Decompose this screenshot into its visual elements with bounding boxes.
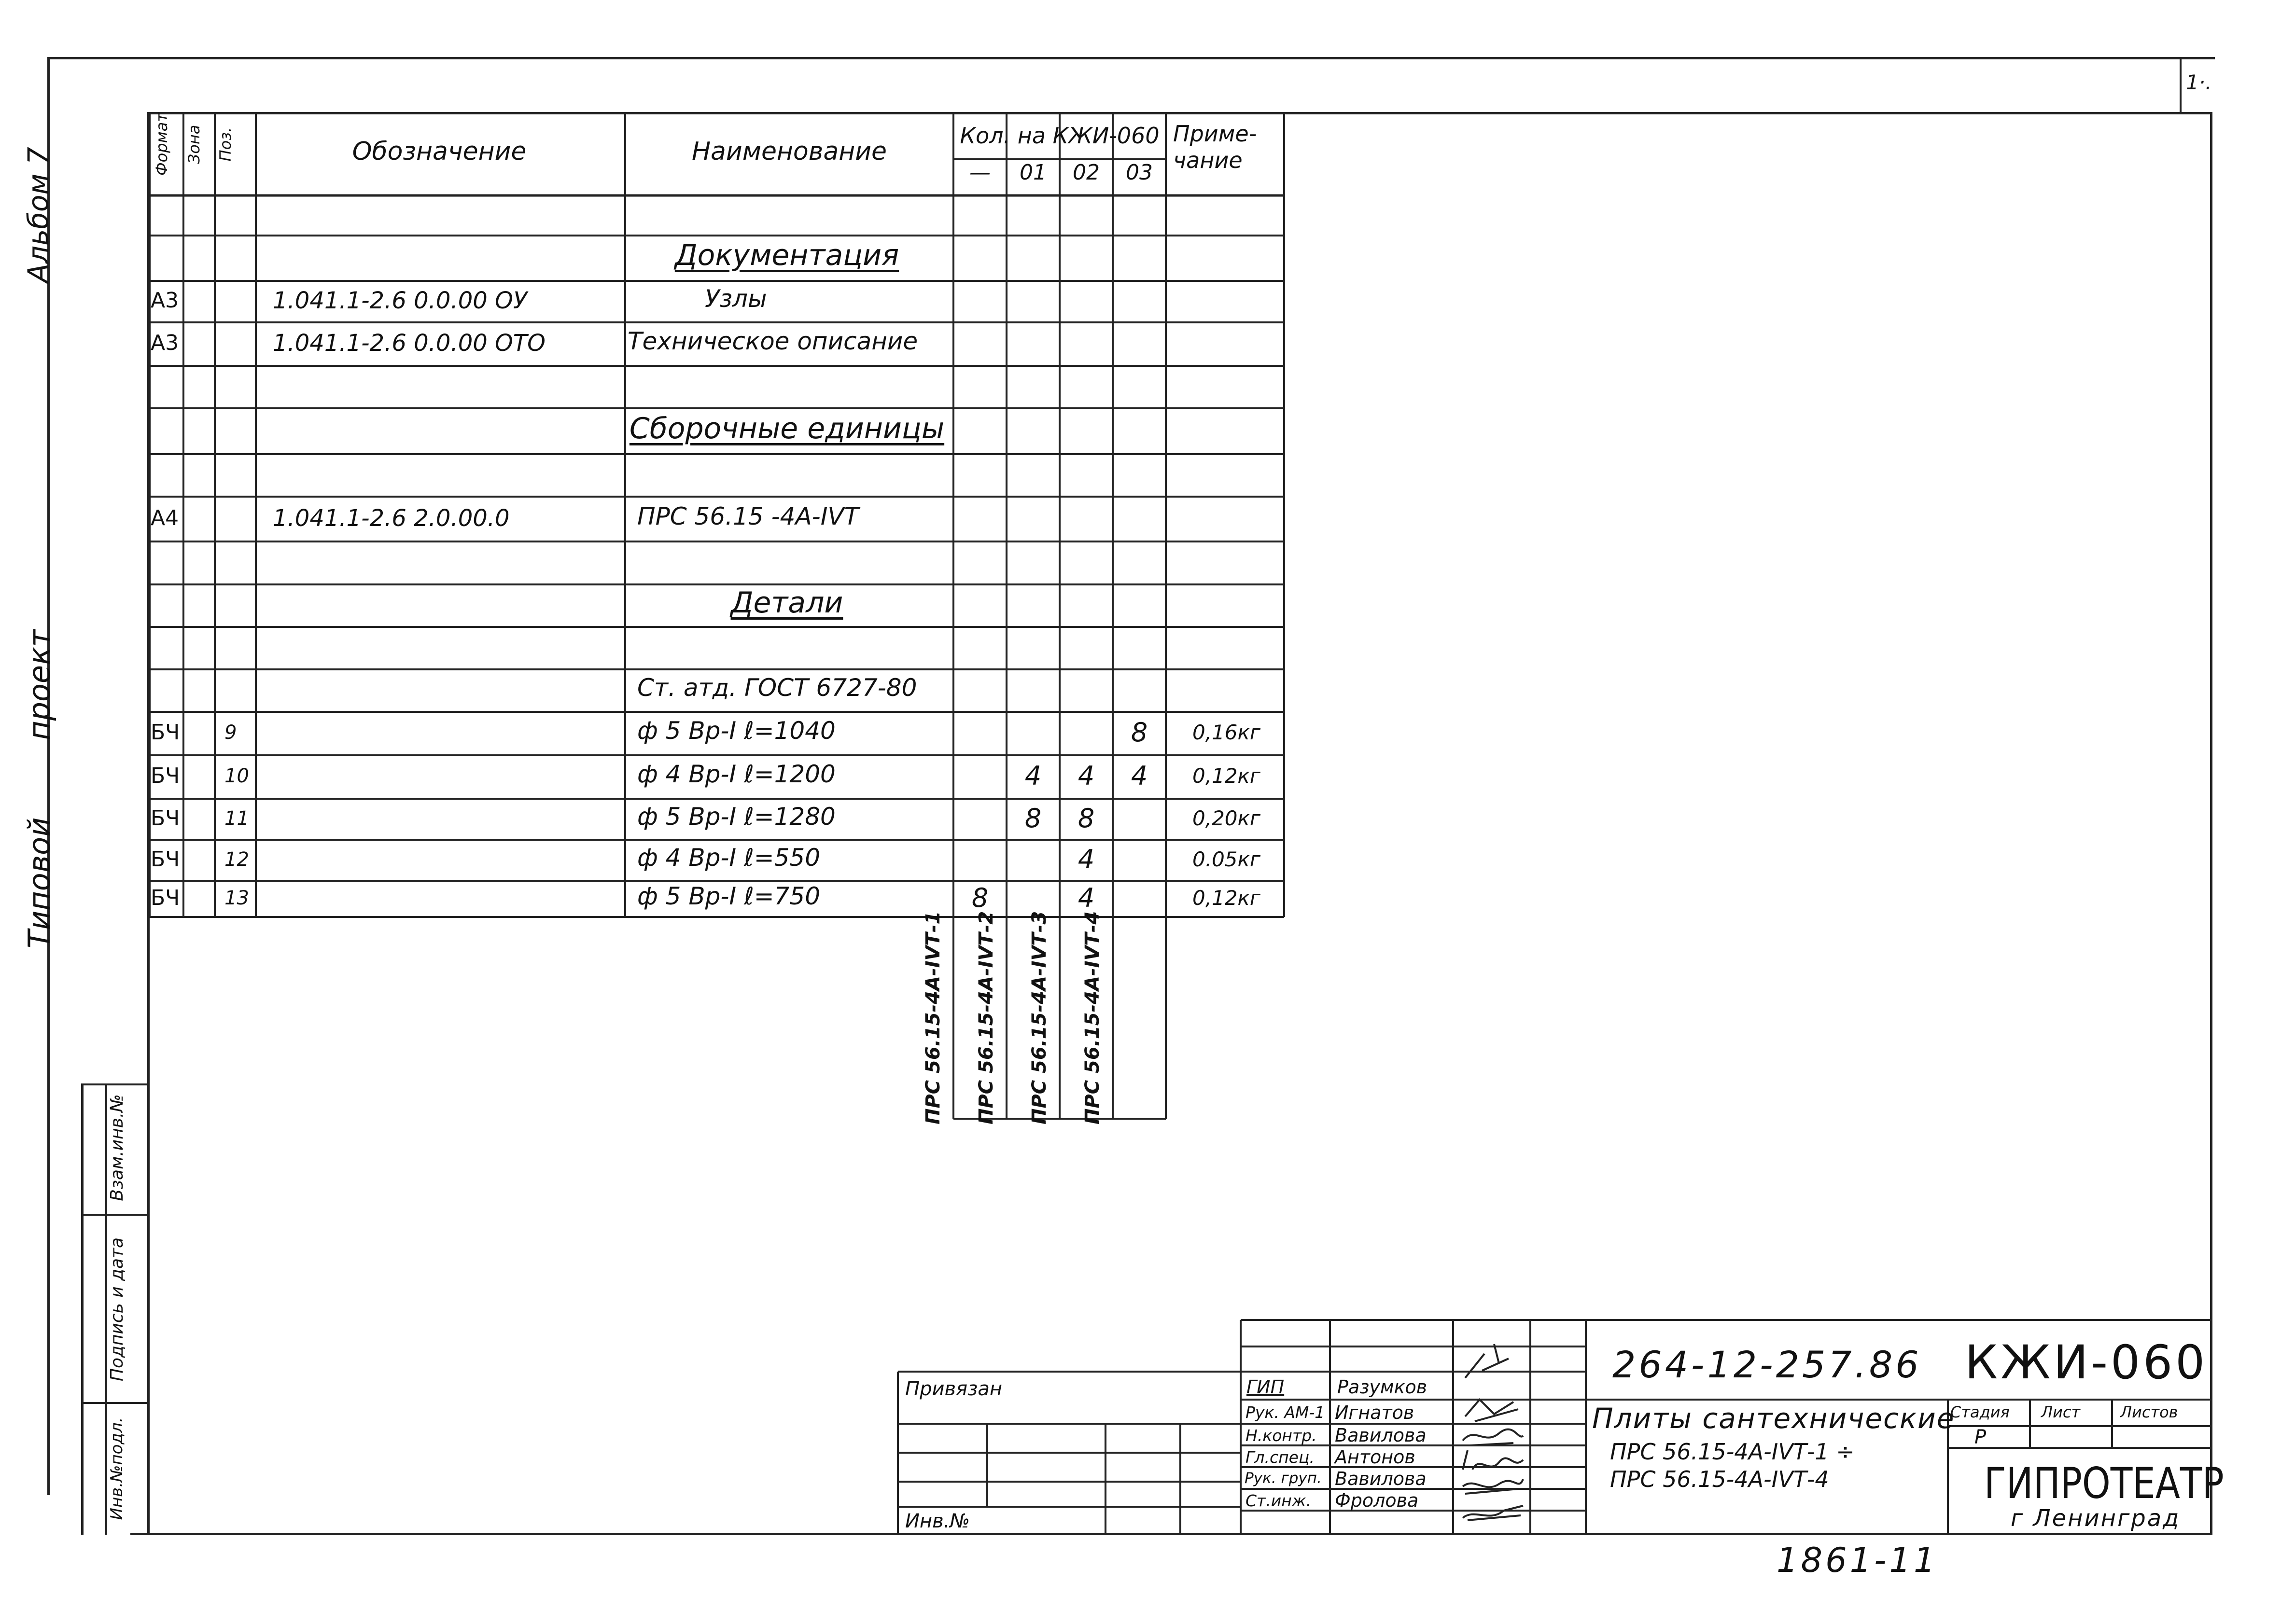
inv-no-label: Инв.№ [905,1510,970,1532]
role-4: Рук. груп. [1245,1470,1322,1487]
header-pos: Поз. [216,127,235,162]
header-qty-col-2: 02 [1073,160,1100,185]
header-designation: Обозначение [352,137,527,166]
row-designation: 1.041.1-2.6 2.0.00.0 [273,504,510,532]
bottom-number: 1861-11 [1777,1541,1938,1580]
row-pos: 11 [224,807,249,830]
name-3: Антонов [1335,1446,1415,1468]
sheet-label: Лист [2041,1403,2081,1421]
row-name: ф 5 Вр-I ℓ=1040 [637,717,836,745]
name-2: Вавилова [1335,1425,1427,1446]
row-name: ф 4 Вр-I ℓ=1200 [637,760,836,788]
row-qty-2: 8 [1078,803,1095,833]
row-qty-1: 8 [1024,803,1042,833]
header-qty-col-1: 01 [1020,160,1047,185]
header-qty-col-0: — [969,160,991,185]
row-name: Детали [730,586,843,620]
name-4: Вавилова [1335,1468,1427,1489]
variant-label-4: ПРС 56.15-4А-IVТ-4 [1081,911,1104,1124]
row-designation: 1.041.1-2.6 0.0.00 ОУ [273,287,528,314]
row-note: 0.05кг [1192,847,1260,871]
header-zone: Зона [185,125,203,164]
role-3: Гл.спец. [1245,1448,1315,1467]
row-note: 0,16кг [1192,721,1260,744]
stamp-vzam-inv: Взам.инв.№ [107,1094,127,1201]
role-0: ГИП [1246,1376,1285,1398]
variant-label-3: ПРС 56.15-4А-IVТ-3 [1028,911,1050,1124]
row-qty-1: 4 [1024,761,1042,791]
row-format: А4 [151,505,179,530]
header-qty-col-3: 03 [1126,160,1153,185]
name-0: Разумков [1337,1376,1427,1398]
title-line-2: ПРС 56.15-4А-IVТ-4 [1610,1466,1829,1492]
row-name: ф 5 Вр-I ℓ=1280 [637,802,836,831]
doc-number: 264-12-257.86 [1612,1343,1922,1386]
album-label: Альбом 7 [22,147,55,283]
sheets-label: Листов [2120,1403,2178,1421]
row-format: БЧ [151,885,180,910]
row-format: БЧ [151,805,180,831]
header-format: Формат [153,113,171,176]
signatures [1455,1325,1528,1532]
row-name: Документация [674,238,899,272]
row-name: ПРС 56.15 -4А-IVТ [637,502,859,530]
variant-label-2: ПРС 56.15-4А-IVТ-2 [975,911,997,1124]
header-qty-title: Кол. на КЖИ-060 [960,123,1160,149]
row-qty-2: 4 [1078,882,1095,913]
doc-code: КЖИ-060 [1965,1335,2208,1389]
stage-value: Р [1974,1426,1987,1448]
role-2: Н.контр. [1245,1426,1317,1445]
corner-mark: 1·. [2186,70,2212,94]
row-pos: 10 [224,765,249,787]
org-city: г Ленинград [2011,1505,2181,1532]
role-1: Рук. АМ-1 [1245,1403,1325,1422]
title-line-0: Плиты сантехнические [1592,1402,1955,1435]
row-note: 0,12кг [1192,886,1260,910]
row-name: Узлы [705,285,767,313]
stage-label: Стадия [1950,1403,2010,1421]
row-qty-2: 4 [1078,844,1095,874]
row-name: Ст. атд. ГОСТ 6727-80 [637,674,917,702]
variant-label-1: ПРС 56.15-4А-IVТ-1 [922,911,944,1124]
row-name: ф 4 Вр-I ℓ=550 [637,843,821,872]
row-qty-3: 4 [1131,761,1148,791]
row-format: БЧ [151,847,180,872]
row-designation: 1.041.1-2.6 0.0.00 ОТО [273,330,546,357]
stamp-sign-date: Подпись и дата [107,1237,127,1382]
row-qty-0: 8 [971,882,989,913]
privyazan-label: Привязан [905,1378,1003,1400]
row-name: Техническое описание [628,327,918,355]
role-5: Ст.инж. [1245,1491,1311,1510]
org-name: ГИПРОТЕАТР [1984,1458,2224,1508]
row-qty-2: 4 [1078,761,1095,791]
row-pos: 12 [224,848,249,871]
row-format: А3 [151,331,179,355]
header-name: Наименование [691,137,887,166]
row-qty-3: 8 [1131,717,1148,748]
row-format: БЧ [151,720,180,745]
title-line-1: ПРС 56.15-4А-IVТ-1 ÷ [1610,1439,1855,1465]
stamp-inv-orig: Инв.№подл. [107,1417,126,1520]
row-format: А3 [151,288,179,313]
row-name: Сборочные единицы [629,411,945,445]
header-note: Приме- чание [1173,121,1257,174]
row-note: 0,20кг [1192,806,1260,830]
project-label: Типовой проект [22,629,57,948]
row-format: БЧ [151,763,180,788]
row-pos: 13 [224,887,249,909]
row-pos: 9 [224,722,237,744]
name-1: Игнатов [1335,1402,1414,1423]
row-name: ф 5 Вр-I ℓ=750 [637,882,821,910]
row-note: 0,12кг [1192,764,1260,788]
name-5: Фролова [1335,1490,1419,1511]
